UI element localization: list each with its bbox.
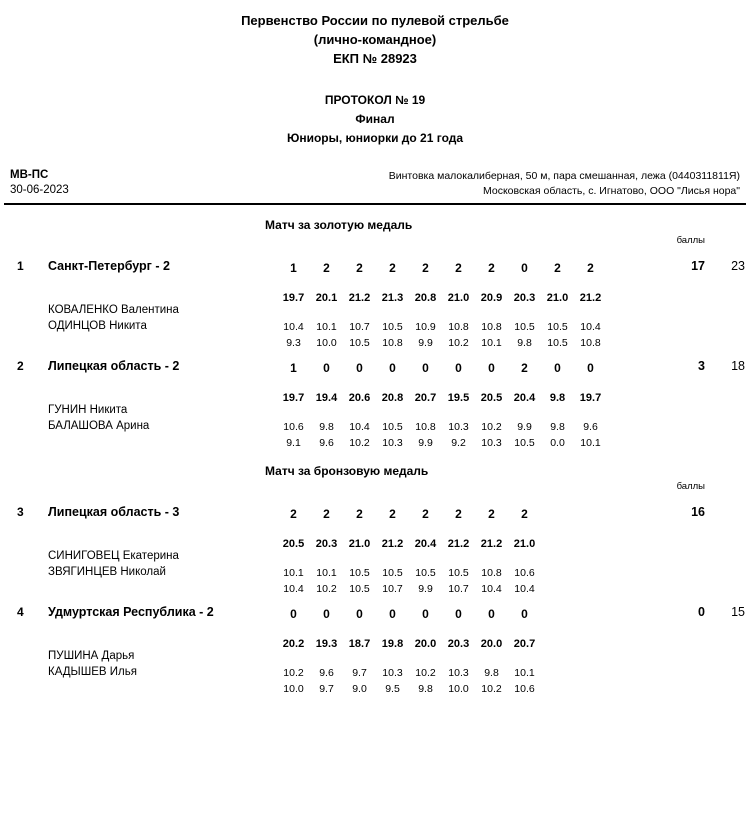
score-cell: 0 [488,361,495,375]
score-cell: 9.9 [418,437,433,449]
score-cell: 1 [290,361,297,375]
athlete-name: СИНИГОВЕЦ Екатерина [48,550,179,562]
team-total-secondary: 15 [731,605,745,619]
score-cell: 9.6 [583,421,598,433]
score-cell: 10.1 [283,567,304,579]
matches-container [0,218,750,695]
score-cell: 9.9 [418,337,433,349]
title-block [0,0,750,68]
match-title: Матч за золотую медаль [265,218,413,232]
score-cell: 10.5 [382,321,403,333]
discipline-code: МВ-ПС [10,169,49,181]
match-title: Матч за бронзовую медаль [265,464,429,478]
score-cell: 0 [587,361,594,375]
score-cell: 10.0 [316,337,337,349]
event-date: 30-06-2023 [10,184,69,196]
score-cell: 19.7 [579,392,602,404]
score-cell: 2 [356,261,363,275]
team-total-points: 16 [691,505,705,519]
team-total-secondary: 23 [731,259,745,273]
athlete-name: КОВАЛЕНКО Валентина [48,304,179,316]
score-cell: 10.3 [448,667,469,679]
team-name: Липецкая область - 3 [48,505,180,519]
score-cell: 9.2 [451,437,466,449]
score-cell: 20.5 [480,392,503,404]
score-cell: 10.5 [382,421,403,433]
team-total-secondary: 18 [731,359,745,373]
athlete-scores-row [277,417,607,433]
score-cell: 10.2 [481,421,502,433]
score-cell: 9.8 [418,683,433,695]
score-cell: 9.8 [549,392,566,404]
score-cell: 0 [323,607,330,621]
protocol-category: Юниоры, юниорки до 21 года [286,131,464,145]
series-row [277,534,541,550]
shots-row [277,359,607,375]
shots-row [277,505,541,521]
score-cell: 9.3 [286,337,301,349]
score-cell: 10.5 [547,321,568,333]
team-list [0,505,750,695]
score-cell: 2 [323,261,330,275]
shots-row [277,605,541,621]
team-list [0,259,750,449]
score-cell: 10.9 [415,321,436,333]
team-total-points: 3 [698,359,705,373]
athlete-name: ПУШИНА Дарья [48,650,135,662]
score-cell: 20.4 [513,392,536,404]
score-cell: 10.3 [448,421,469,433]
score-cell: 10.7 [382,583,403,595]
score-cell: 10.6 [514,683,535,695]
score-cell: 10.4 [283,583,304,595]
score-cell: 9.8 [517,337,532,349]
score-cell: 0 [389,607,396,621]
score-cell: 19.8 [381,638,404,650]
score-cell: 0 [356,607,363,621]
score-cell: 10.1 [316,567,337,579]
score-cell: 2 [455,261,462,275]
team-row[interactable] [0,359,750,449]
score-cell: 1 [290,261,297,275]
score-grid [277,605,541,695]
score-cell: 20.2 [282,638,305,650]
score-cell: 10.8 [382,337,403,349]
score-cell: 10.4 [514,583,535,595]
score-cell: 10.4 [349,421,370,433]
score-cell: 10.3 [382,667,403,679]
score-cell: 2 [422,507,429,521]
athlete-scores-row [277,563,541,579]
score-grid [277,505,541,595]
score-cell: 0 [290,607,297,621]
score-cell: 10.8 [448,321,469,333]
score-cell: 0 [389,361,396,375]
score-cell: 10.3 [481,437,502,449]
score-cell: 2 [455,507,462,521]
score-cell: 21.2 [447,538,470,550]
match-section [0,218,750,449]
score-cell: 10.5 [382,567,403,579]
score-cell: 9.6 [319,667,334,679]
score-cell: 20.0 [414,638,437,650]
score-cell: 0 [521,261,528,275]
score-cell: 10.4 [481,583,502,595]
score-cell: 9.9 [418,583,433,595]
shots-row [277,259,607,275]
team-name: Санкт-Петербург - 2 [48,259,170,273]
points-column-label: баллы [676,235,705,246]
score-grid [277,359,607,449]
score-cell: 20.1 [315,292,338,304]
score-cell: 21.0 [348,538,371,550]
event-description: Винтовка малокалиберная, 50 м, пара смешанная, лежа (0440311811Я) [388,170,740,182]
score-cell: 10.5 [415,567,436,579]
score-cell: 10.6 [283,421,304,433]
team-rank: 3 [17,505,24,519]
score-cell: 19.3 [315,638,338,650]
score-cell: 2 [323,507,330,521]
athlete-scores-row [277,663,541,679]
protocol-number: ПРОТОКОЛ № 19 [324,93,426,107]
team-row[interactable] [0,259,750,349]
score-cell: 21.2 [348,292,371,304]
event-venue: Московская область, с. Игнатово, ООО "Лисья нора" [483,185,740,197]
score-cell: 10.1 [481,337,502,349]
team-total-points: 0 [698,605,705,619]
score-cell: 10.6 [514,567,535,579]
score-cell: 9.8 [484,667,499,679]
score-cell: 20.3 [447,638,470,650]
score-cell: 10.5 [514,437,535,449]
team-name: Липецкая область - 2 [48,359,180,373]
score-cell: 9.5 [385,683,400,695]
score-cell: 10.5 [547,337,568,349]
score-cell: 0 [356,361,363,375]
score-cell: 10.5 [349,567,370,579]
score-cell: 10.2 [481,683,502,695]
score-cell: 2 [488,261,495,275]
athlete-name: ОДИНЦОВ Никита [48,320,147,332]
score-cell: 2 [554,261,561,275]
score-cell: 9.8 [550,421,565,433]
team-rank: 2 [17,359,24,373]
score-cell: 9.7 [352,667,367,679]
points-column-label: баллы [676,481,705,492]
score-cell: 0 [554,361,561,375]
score-cell: 2 [389,261,396,275]
score-cell: 2 [587,261,594,275]
team-row[interactable] [0,505,750,595]
athlete-name: КАДЫШЕВ Илья [48,666,137,678]
score-cell: 20.3 [513,292,536,304]
score-cell: 21.0 [546,292,569,304]
score-cell: 20.5 [282,538,305,550]
series-row [277,634,541,650]
score-cell: 2 [488,507,495,521]
score-cell: 19.7 [282,292,305,304]
score-cell: 10.8 [481,321,502,333]
athlete-name: ГУНИН Никита [48,404,128,416]
score-cell: 0 [455,361,462,375]
score-cell: 10.2 [415,667,436,679]
athlete-scores-row [277,679,541,695]
score-cell: 19.7 [282,392,305,404]
meta-header [0,169,750,203]
score-cell: 9.7 [319,683,334,695]
score-cell: 21.2 [381,538,404,550]
series-row [277,388,607,404]
score-cell: 10.2 [349,437,370,449]
score-cell: 10.1 [580,437,601,449]
team-row[interactable] [0,605,750,695]
score-cell: 10.0 [448,683,469,695]
score-cell: 21.0 [447,292,470,304]
score-cell: 20.4 [414,538,437,550]
score-cell: 10.4 [580,321,601,333]
score-cell: 2 [521,361,528,375]
series-row [277,288,607,304]
score-cell: 10.5 [349,337,370,349]
score-cell: 2 [290,507,297,521]
athlete-scores-row [277,317,607,333]
athlete-scores-row [277,579,541,595]
score-cell: 2 [521,507,528,521]
score-cell: 10.1 [514,667,535,679]
score-cell: 10.8 [481,567,502,579]
score-cell: 20.9 [480,292,503,304]
score-cell: 2 [356,507,363,521]
score-cell: 10.2 [316,583,337,595]
score-cell: 21.2 [579,292,602,304]
score-cell: 0.0 [550,437,565,449]
athlete-scores-row [277,333,607,349]
athlete-name: ЗВЯГИНЦЕВ Николай [48,566,166,578]
ekp-number: ЕКП № 28923 [333,51,417,66]
header-divider [4,203,746,205]
competition-title: Первенство России по пулевой стрельбе [241,13,509,28]
score-cell: 20.8 [381,392,404,404]
score-cell: 10.7 [349,321,370,333]
score-cell: 10.4 [283,321,304,333]
score-cell: 0 [422,361,429,375]
score-cell: 9.8 [319,421,334,433]
score-cell: 10.2 [448,337,469,349]
score-cell: 10.2 [283,667,304,679]
team-name: Удмуртская Республика - 2 [48,605,214,619]
score-cell: 10.0 [283,683,304,695]
score-grid [277,259,607,349]
score-cell: 0 [455,607,462,621]
score-cell: 21.2 [480,538,503,550]
score-cell: 10.8 [580,337,601,349]
score-cell: 20.3 [315,538,338,550]
score-cell: 9.0 [352,683,367,695]
score-cell: 18.7 [348,638,371,650]
score-cell: 21.0 [513,538,536,550]
competition-subtitle: (лично-командное) [313,32,437,47]
score-cell: 10.5 [448,567,469,579]
score-cell: 20.0 [480,638,503,650]
score-cell: 0 [488,607,495,621]
team-rank: 4 [17,605,24,619]
score-cell: 10.5 [349,583,370,595]
score-cell: 21.3 [381,292,404,304]
score-cell: 19.5 [447,392,470,404]
score-cell: 9.6 [319,437,334,449]
team-rank: 1 [17,259,24,273]
score-cell: 20.7 [414,392,437,404]
score-cell: 9.1 [286,437,301,449]
score-cell: 10.8 [415,421,436,433]
team-total-points: 17 [691,259,705,273]
athlete-name: БАЛАШОВА Арина [48,420,150,432]
protocol-stage: Финал [355,112,395,126]
score-cell: 10.5 [514,321,535,333]
score-cell: 10.7 [448,583,469,595]
score-cell: 20.7 [513,638,536,650]
score-cell: 0 [323,361,330,375]
score-cell: 2 [389,507,396,521]
match-section [0,464,750,695]
score-cell: 20.8 [414,292,437,304]
score-cell: 10.3 [382,437,403,449]
score-cell: 19.4 [315,392,338,404]
score-cell: 9.9 [517,421,532,433]
protocol-block [0,91,750,148]
score-cell: 20.6 [348,392,371,404]
score-cell: 0 [422,607,429,621]
score-cell: 10.1 [316,321,337,333]
score-cell: 2 [422,261,429,275]
score-cell: 0 [521,607,528,621]
athlete-scores-row [277,433,607,449]
